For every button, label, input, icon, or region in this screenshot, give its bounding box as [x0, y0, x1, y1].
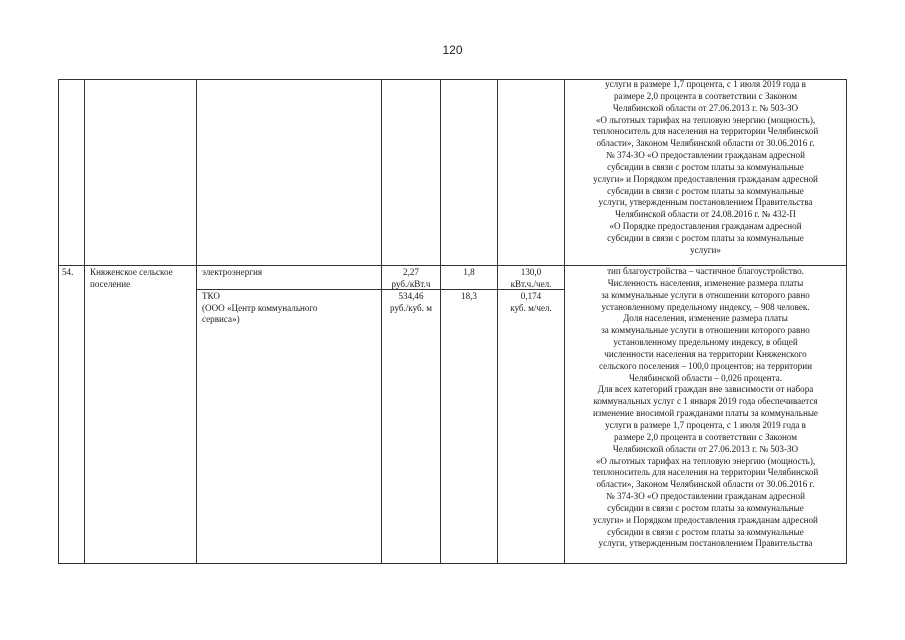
text-line: услуги» [690, 244, 721, 255]
text-line: численности населения на территории Княженского [604, 348, 807, 359]
column-border [846, 79, 847, 564]
top-description-block [565, 79, 846, 257]
index-tko: 18,3 [461, 291, 477, 301]
text-line: сельского поселения – 100,0 процентов; на территории [599, 360, 812, 371]
text-line: Челябинской области – 0,026 процента. [628, 372, 783, 383]
text-line: услуги» и Порядком предоставления гражданам адресной [593, 173, 818, 184]
text-line: Для всех категорий граждан вне зависимости от набора [597, 384, 814, 395]
table-bottom-border [58, 563, 847, 564]
text-line: «О Порядке предоставления гражданам адресной [609, 221, 802, 232]
settlement-name [90, 267, 173, 290]
text-line: области», Законом Челябинской области от 30.06.2016 г. [596, 479, 815, 490]
text-line: № 374-ЗО «О предоставлении гражданам адресной [606, 150, 805, 161]
text-line: изменение вносимой гражданами платы за коммунальные [593, 408, 818, 419]
text-line: размере 2,0 процента в соответствии с Законом [613, 90, 798, 101]
text-line: размере 2,0 процента в соответствии с Законом [613, 431, 798, 442]
text-line: области», Законом Челябинской области от 30.06.2016 г. [596, 138, 815, 149]
index-electricity: 1,8 [463, 267, 475, 277]
text-line: установленному предельному индексу, в общей [613, 337, 798, 348]
text-line: 534,46 [398, 291, 424, 301]
text-line: ТКО [202, 291, 220, 301]
text-line: руб./кВт.ч [391, 278, 431, 289]
text-line: Челябинской области от 27.06.2013 г. № 503-ЗО [612, 443, 799, 454]
text-line: «О льготных тарифах на тепловую энергию (мощность), [595, 455, 816, 466]
text-line: за коммунальные услуги в отношении которого равно [601, 289, 810, 300]
text-line: Численность населения, изменение размера платы [607, 277, 804, 288]
text-line: Княженское сельское [90, 267, 173, 277]
column-border [497, 79, 498, 564]
text-line: теплоноситель для населения на территории Челябинской [592, 467, 819, 478]
text-line: 130,0 [520, 267, 542, 277]
text-line: № 374-ЗО «О предоставлении гражданам адресной [606, 491, 805, 502]
text-line: 2,27 [403, 267, 419, 277]
text-line: субсидии в связи с ростом платы за коммунальные [607, 526, 804, 537]
column-border [381, 79, 382, 564]
column-border [84, 79, 85, 564]
text-line: кВт.ч./чел. [510, 278, 552, 289]
column-border [196, 79, 197, 564]
text-line: субсидии в связи с ростом платы за коммунальные [607, 232, 804, 243]
tariff-tko [382, 291, 440, 314]
text-line: субсидии в связи с ростом платы за коммунальные [607, 502, 804, 513]
column-border [440, 79, 441, 564]
text-line: услуги в размере 1,7 процента, с 1 июля 2019 года в [605, 419, 806, 430]
text-line: 0,174 [520, 291, 542, 301]
text-line: услуги, утвержденным постановлением Правительства [598, 538, 813, 549]
text-line: (ООО «Центр коммунального [202, 302, 318, 313]
text-line: поселение [90, 278, 131, 289]
norm-electricity [498, 267, 564, 290]
text-line: тип благоустройства – частичное благоустройство. [607, 266, 804, 276]
tariff-electricity [382, 267, 440, 290]
text-line: субсидии в связи с ростом платы за коммунальные [607, 161, 804, 172]
row-description [565, 266, 846, 550]
text-line: «О льготных тарифах на тепловую энергию (мощность), [595, 114, 816, 125]
text-line: услуги в размере 1,7 процента, с 1 июля 2019 года в [605, 79, 806, 89]
text-line: Челябинской области от 24.08.2016 г. № 432-П [615, 209, 796, 220]
text-line: руб./куб. м [390, 302, 432, 313]
text-line: Доля населения, изменение размера платы [623, 313, 788, 324]
column-border [58, 79, 59, 564]
service-name-electricity: электроэнергия [202, 267, 263, 277]
text-line: сервиса») [202, 314, 240, 325]
text-line: услуги» и Порядком предоставления гражданам адресной [593, 514, 818, 525]
text-line: Челябинской области от 27.06.2013 г. № 503-ЗО [612, 102, 799, 113]
text-line: за коммунальные услуги в отношении которого равно [601, 325, 810, 336]
service-name-tko [202, 291, 317, 326]
text-line: куб. м/чел. [510, 302, 552, 313]
text-line: субсидии в связи с ростом платы за коммунальные [607, 185, 804, 196]
norm-tko [498, 291, 564, 314]
page-number: 120 [442, 43, 463, 57]
text-line: коммунальных услуг с 1 января 2019 года обеспечивается [593, 396, 818, 407]
text-line: установленному предельному индексу, – 908 человек. [601, 301, 810, 312]
text-line: услуги, утвержденным постановлением Правительства [598, 197, 813, 208]
row-number: 54. [62, 267, 74, 277]
text-line: теплоноситель для населения на территории Челябинской [592, 126, 819, 137]
